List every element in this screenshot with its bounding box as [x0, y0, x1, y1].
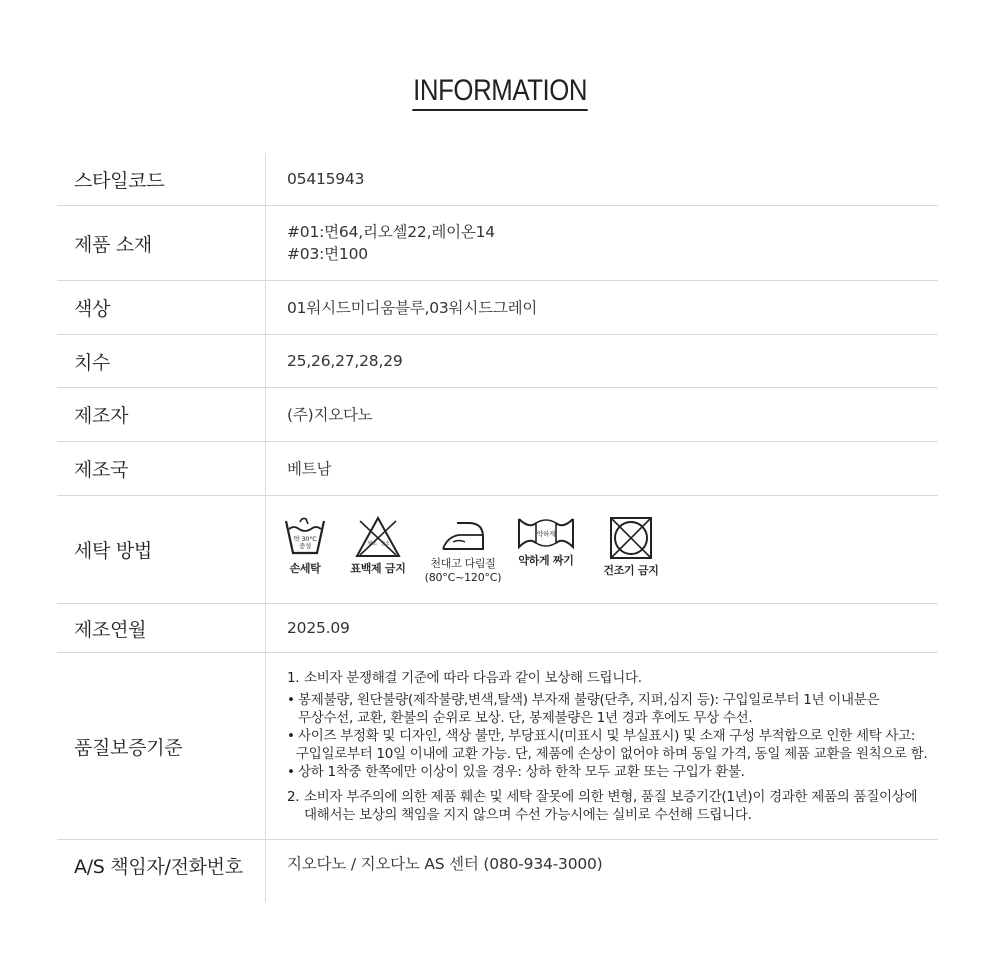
- quality-bullet: [287, 763, 938, 781]
- country-value: 베트남: [287, 459, 332, 478]
- row-washing: [57, 496, 938, 604]
- row-as-contact: [57, 840, 938, 902]
- bullet-dot: •: [287, 691, 295, 708]
- row-quality: [57, 653, 938, 840]
- material-line: #03:면100: [287, 245, 368, 263]
- care-symbols: [287, 515, 938, 585]
- no-bleach-icon: [354, 515, 402, 559]
- row-value: [266, 206, 938, 280]
- row-label: 색상: [57, 281, 266, 334]
- row-value: [266, 388, 938, 441]
- care-caption: 표백제 금지: [350, 561, 406, 575]
- iron-icon: [439, 515, 487, 555]
- bullet-dot: •: [287, 763, 295, 780]
- row-size: [57, 335, 938, 388]
- row-value: [266, 653, 938, 839]
- care-caption: 건조기 금지: [603, 563, 659, 577]
- row-material: [57, 206, 938, 281]
- row-label: 제조국: [57, 442, 266, 495]
- quality-item: [287, 788, 938, 824]
- row-label: 치수: [57, 335, 266, 387]
- care-caption: 약하게 짜기: [518, 553, 574, 567]
- page-title-wrap: [0, 74, 1000, 111]
- size-value: 25,26,27,28,29: [287, 352, 403, 370]
- row-value: [266, 604, 938, 652]
- row-value: [266, 442, 938, 495]
- wring-icon: [516, 515, 576, 551]
- style-code-value: 05415943: [287, 170, 365, 188]
- hand-wash-detergent: 중성: [298, 541, 312, 550]
- bullet-text: 무상수선, 교환, 환불의 순위로 보상. 단, 봉제불량은 1년 경과 후에도 무상 수선.: [298, 709, 753, 726]
- page-title: INFORMATION: [412, 74, 588, 111]
- quality-text: [287, 669, 938, 824]
- row-label: 품질보증기준: [57, 653, 266, 839]
- row-label: 제품 소재: [57, 206, 266, 280]
- hand-wash-icon: [283, 515, 327, 559]
- bullet-line: [287, 727, 938, 745]
- row-color: [57, 281, 938, 335]
- bullet-dot: •: [287, 727, 295, 744]
- row-manufacturer: [57, 388, 938, 442]
- row-value: [266, 153, 938, 205]
- manufacturer-value: (주)지오다노: [287, 405, 373, 424]
- row-label: 제조자: [57, 388, 266, 441]
- quality-bullet: [287, 727, 938, 763]
- bullet-text: 봉제불량, 원단불량(제작불량,변색,탈색) 부자재 불량(단추, 지퍼,심지 등): 구입일로부터 1년 이내분은: [298, 691, 880, 708]
- manufacture-date-value: 2025.09: [287, 619, 350, 637]
- care-caption: 천대고 다림질: [430, 556, 496, 570]
- care-item-no-bleach: [338, 515, 418, 576]
- bleach-oxygen: 산소: [380, 540, 390, 547]
- row-value: [266, 281, 938, 334]
- material-line: #01:면64,리오셀22,레이온14: [287, 223, 495, 241]
- row-value: [266, 496, 938, 603]
- care-item-hand-wash: [265, 515, 345, 576]
- quality-num: 2.: [287, 788, 300, 805]
- row-style-code: [57, 153, 938, 206]
- color-value: 01워시드미디움블루,03워시드그레이: [287, 298, 538, 317]
- quality-p1-text: 소비자 분쟁해결 기준에 따라 다음과 같이 보상해 드립니다.: [304, 669, 642, 686]
- quality-bullet: [287, 691, 938, 727]
- quality-item: [287, 669, 938, 687]
- bullet-text: 사이즈 부정확 및 디자인, 색상 불만, 부당표시(미표시 및 부실표시) 및 소재 구성 부적합으로 인한 세탁 사고:: [298, 727, 916, 744]
- hand-wash-temp: 약 30°C: [293, 534, 317, 543]
- care-caption-temp: (80°C~120°C): [424, 570, 502, 584]
- bullet-text: 구입일로부터 10일 이내에 교환 가능. 단, 제품에 손상이 없어야 하며 동일 가격, 동일 제품 교환을 원칙으로 함.: [296, 745, 928, 762]
- care-item-iron: [423, 515, 503, 585]
- care-caption: 손세탁: [289, 561, 321, 575]
- care-item-no-dryer: [591, 515, 671, 578]
- quality-num: 1.: [287, 669, 300, 686]
- care-item-wring: [506, 515, 586, 568]
- bullet-line: [287, 763, 938, 781]
- as-contact-value: 지오다노 / 지오다노 AS 센터 (080-934-3000): [287, 855, 603, 873]
- row-manufacture-date: [57, 604, 938, 653]
- row-label: 제조연월: [57, 604, 266, 652]
- row-label: 스타일코드: [57, 153, 266, 205]
- quality-p2-text: 대해서는 보상의 책임을 지지 않으며 수선 가능시에는 실비로 수선해 드립니다.: [304, 806, 752, 823]
- info-table: [57, 153, 938, 902]
- bullet-line: [287, 691, 938, 709]
- row-label: 세탁 방법: [57, 496, 266, 603]
- no-dry-icon: [608, 515, 654, 561]
- quality-p2-text: 소비자 부주의에 의한 제품 훼손 및 세탁 잘못에 의한 변형, 품질 보증기간(1년)이 경과한 제품의 품질이상에: [304, 788, 918, 805]
- bleach-chlorine: 염소: [367, 540, 377, 547]
- row-country: [57, 442, 938, 496]
- wring-gently: 약하게: [536, 529, 556, 538]
- row-value: [266, 335, 938, 387]
- row-value: [266, 840, 938, 902]
- bullet-text: 상하 1착중 한쪽에만 이상이 있을 경우: 상하 한착 모두 교환 또는 구입가 환불.: [298, 763, 745, 780]
- row-label: A/S 책임자/전화번호: [57, 840, 266, 902]
